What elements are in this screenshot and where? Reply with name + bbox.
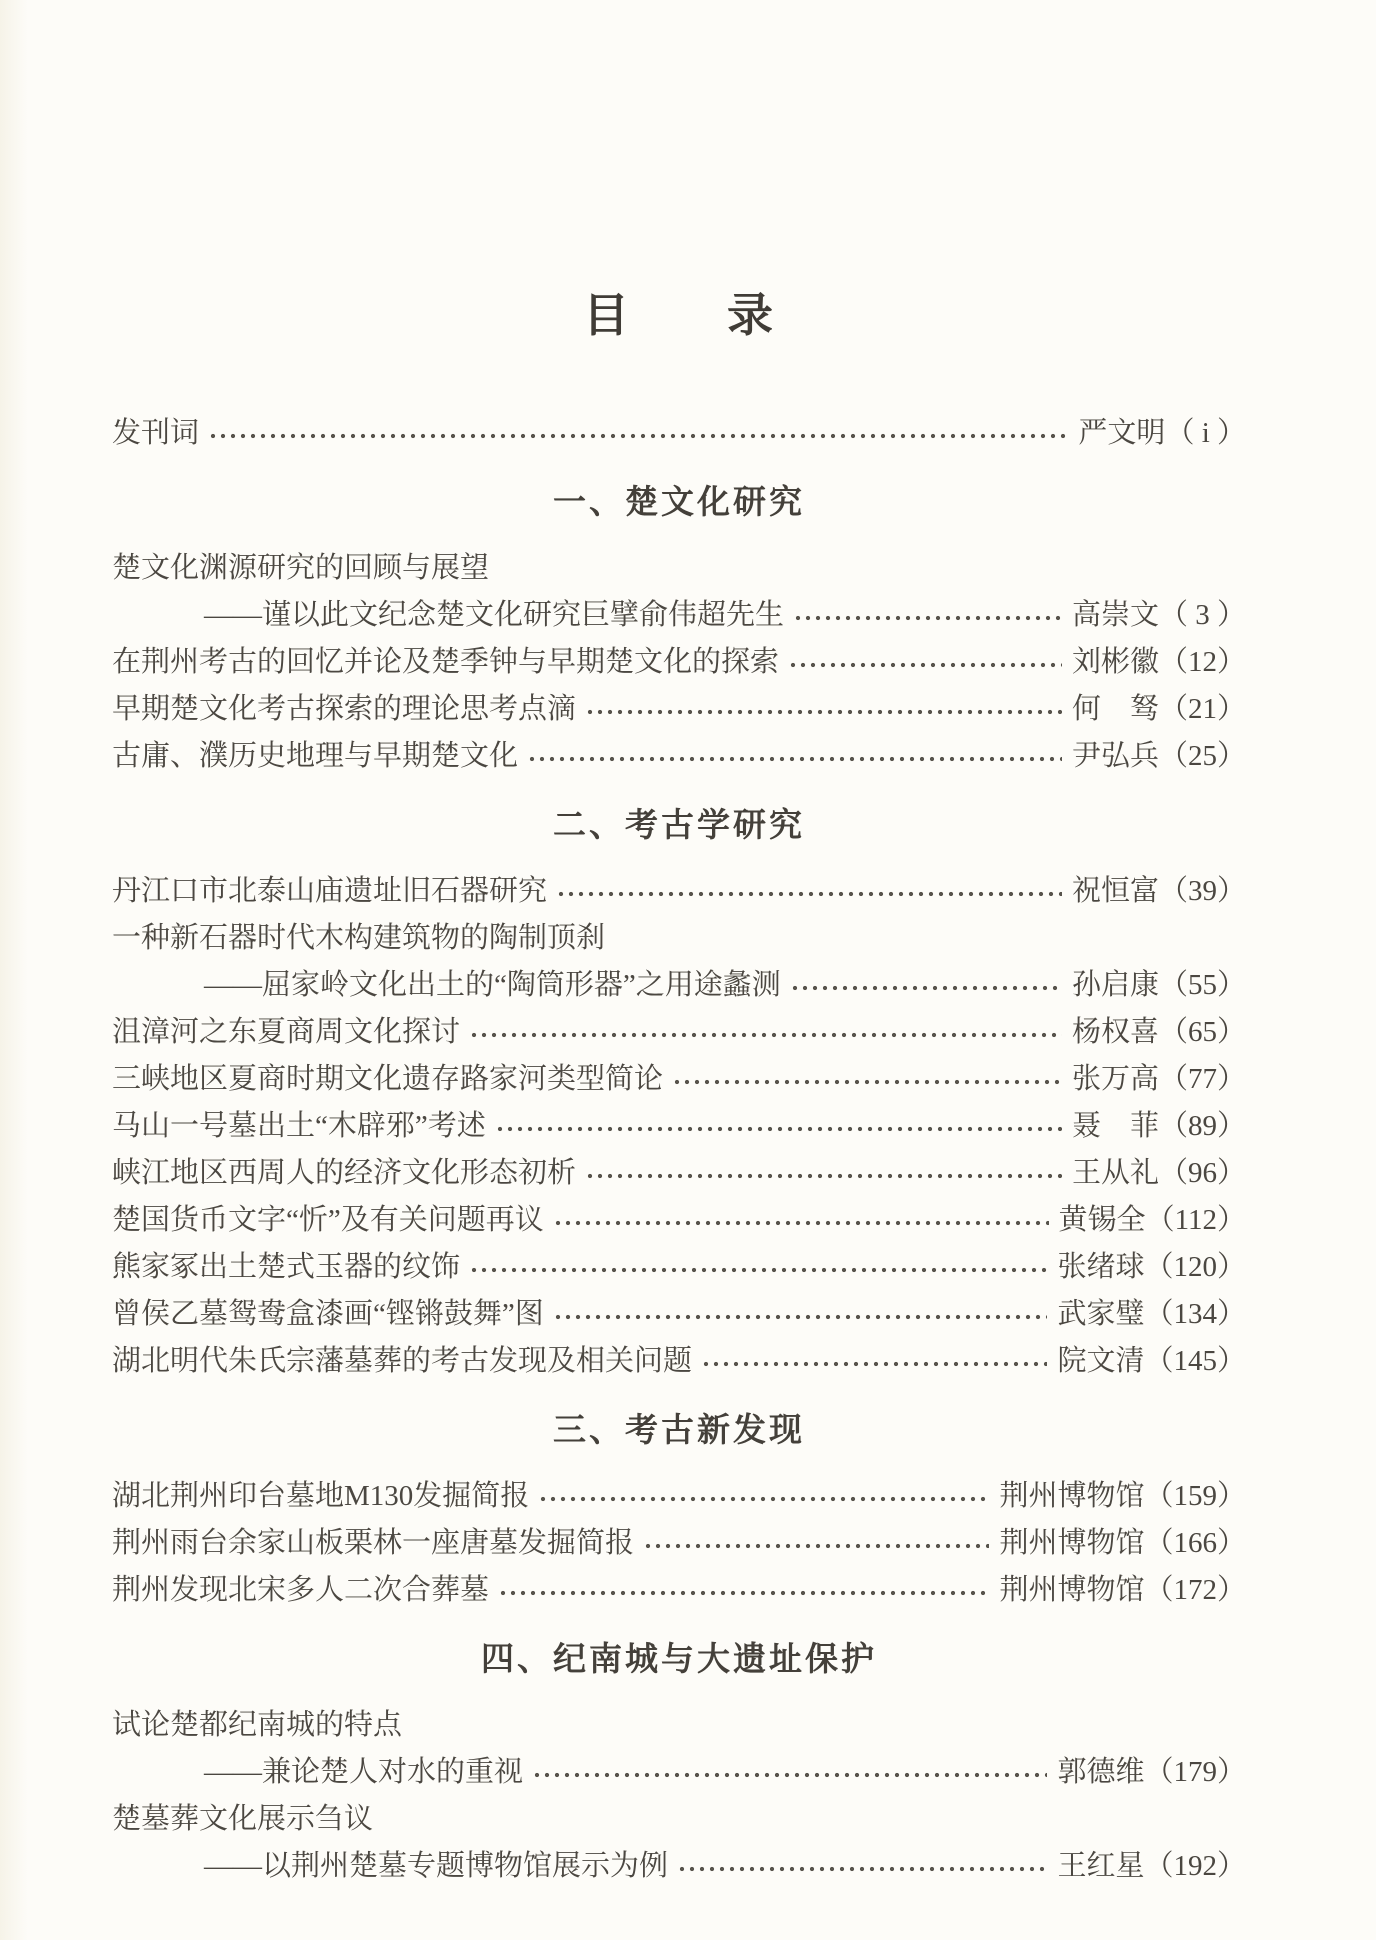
entry-title: 熊家冢出土楚式玉器的纹饰 (112, 1251, 461, 1283)
section-heading: 一、楚文化研究 (553, 483, 805, 520)
entry-author: 高崇文 (1071, 599, 1159, 631)
section-heading: 二、考古学研究 (553, 806, 805, 843)
entry-subtitle: ——谨以此文纪念楚文化研究巨擘俞伟超先生 (204, 599, 785, 631)
toc-entry (112, 1197, 1246, 1244)
entry-author: 杨权喜 (1071, 1016, 1159, 1048)
dot-leader (469, 1009, 1062, 1056)
entry-page: （179） (1144, 1756, 1246, 1788)
entry-title: 楚文化渊源研究的回顾与展望 (112, 552, 490, 584)
entry-page: （12） (1158, 646, 1246, 678)
entry-subtitle-row (112, 1749, 1246, 1796)
entry-subtitle: ——屈家岭文化出土的“陶筒形器”之用途蠡测 (204, 969, 781, 1001)
entry-author: 何 驽 (1071, 693, 1159, 725)
entry-subtitle: ——兼论楚人对水的重视 (204, 1756, 524, 1788)
entry-title-row (112, 545, 1246, 592)
entry-page: （96） (1158, 1157, 1246, 1189)
entry-title: 三峡地区夏商时期文化遗存路家河类型简论 (112, 1063, 664, 1095)
entry-title: 峡江地区西周人的经济文化形态初析 (112, 1157, 577, 1189)
entry-title: 丹江口市北泰山庙遗址旧石器研究 (112, 875, 548, 907)
entry-title: 湖北明代朱氏宗藩墓葬的考古发现及相关问题 (112, 1345, 693, 1377)
entry-author: 孙启康 (1071, 969, 1159, 1001)
toc-entry (112, 1520, 1246, 1567)
entry-page: （55） (1158, 969, 1246, 1001)
dot-leader (527, 733, 1062, 780)
entry-author: 荆州博物馆 (999, 1480, 1145, 1512)
dot-leader (793, 592, 1062, 639)
entry-title: 一种新石器时代木构建筑物的陶制顶刹 (112, 922, 606, 954)
toc-entry (112, 410, 1246, 457)
toc-entry (112, 1291, 1246, 1338)
entry-author: 荆州博物馆 (999, 1527, 1145, 1559)
toc-entry (112, 1150, 1246, 1197)
dot-leader (585, 686, 1062, 733)
entry-title-row (112, 1796, 1246, 1843)
entry-subtitle: ——以荆州楚墓专题博物馆展示为例 (204, 1850, 669, 1882)
entry-title: 荆州发现北宋多人二次合葬墓 (112, 1574, 490, 1606)
dot-leader (208, 410, 1068, 457)
entry-page: （89） (1158, 1110, 1246, 1142)
dot-leader (585, 1150, 1062, 1197)
toc-entry (112, 915, 1246, 1009)
entry-author: 尹弘兵 (1071, 740, 1159, 772)
toc-entry (112, 1702, 1246, 1796)
section-heading: 四、纪南城与大遗址保护 (481, 1640, 877, 1677)
dot-leader (469, 1244, 1047, 1291)
entry-author: 武家璧 (1057, 1298, 1145, 1330)
entry-author: 王从礼 (1071, 1157, 1159, 1189)
entry-author: 王红星 (1057, 1850, 1145, 1882)
dot-leader (677, 1843, 1047, 1890)
toc-entry (112, 1473, 1246, 1520)
entry-title: 马山一号墓出土“木辟邪”考述 (112, 1110, 486, 1142)
entry-page: （120） (1144, 1251, 1246, 1283)
entry-author: 郭德维 (1057, 1756, 1145, 1788)
entry-page: （166） (1144, 1527, 1246, 1559)
toc-entry (112, 1244, 1246, 1291)
entry-title: 荆州雨台余家山板栗林一座唐墓发掘简报 (112, 1527, 635, 1559)
toc-entry (112, 1796, 1246, 1890)
toc-entry (112, 1567, 1246, 1614)
entry-title: 曾侯乙墓鸳鸯盒漆画“铿锵鼓舞”图 (112, 1298, 544, 1330)
entry-title: 发刊词 (112, 417, 200, 449)
entry-page: （112） (1145, 1204, 1246, 1236)
entry-title-row (112, 915, 1246, 962)
section-heading: 三、考古新发现 (553, 1411, 805, 1448)
entry-page: （145） (1144, 1345, 1246, 1377)
entry-subtitle-row (112, 592, 1246, 639)
page-title: 目 录 (583, 290, 775, 341)
entry-page: （159） (1144, 1480, 1246, 1512)
toc-entry (112, 545, 1246, 639)
dot-leader (553, 1197, 1049, 1244)
dot-leader (672, 1056, 1062, 1103)
entry-page: （172） (1144, 1574, 1246, 1606)
entry-author: 院文清 (1057, 1345, 1145, 1377)
entry-author: 黄锡全 (1058, 1204, 1146, 1236)
entry-page: （ 3 ） (1158, 599, 1246, 631)
toc-entry (112, 1338, 1246, 1385)
entry-author: 祝恒富 (1071, 875, 1159, 907)
entry-page: （39） (1158, 875, 1246, 907)
dot-leader (532, 1749, 1047, 1796)
toc-entry (112, 733, 1246, 780)
dot-leader (790, 962, 1062, 1009)
toc-entry (112, 1009, 1246, 1056)
entry-author: 张万高 (1071, 1063, 1159, 1095)
entry-subtitle-row (112, 1843, 1246, 1890)
entry-page: （65） (1158, 1016, 1246, 1048)
dot-leader (556, 868, 1062, 915)
entry-title: 古庸、濮历史地理与早期楚文化 (112, 740, 519, 772)
toc-entry (112, 1103, 1246, 1150)
toc-entry (112, 1056, 1246, 1103)
entry-page: （ i ） (1165, 417, 1246, 449)
entry-author: 聂 菲 (1071, 1110, 1159, 1142)
dot-leader (495, 1103, 1062, 1150)
entry-title: 试论楚都纪南城的特点 (112, 1709, 403, 1741)
entry-page: （134） (1144, 1298, 1246, 1330)
dot-leader (498, 1567, 989, 1614)
entry-title: 湖北荆州印台墓地M130发掘简报 (112, 1480, 530, 1512)
toc-entry (112, 868, 1246, 915)
entry-subtitle-row (112, 962, 1246, 1009)
dot-leader (643, 1520, 989, 1567)
entry-page: （192） (1144, 1850, 1246, 1882)
dot-leader (538, 1473, 989, 1520)
entry-title: 楚国货币文字“忻”及有关问题再议 (112, 1204, 544, 1236)
dot-leader (788, 639, 1062, 686)
entry-title: 在荆州考古的回忆并论及楚季钟与早期楚文化的探索 (112, 646, 780, 678)
entry-page: （21） (1158, 693, 1246, 725)
entry-title: 沮漳河之东夏商周文化探讨 (112, 1016, 461, 1048)
dot-leader (553, 1291, 1048, 1338)
entry-page: （25） (1158, 740, 1246, 772)
entry-author: 荆州博物馆 (999, 1574, 1145, 1606)
toc-entry (112, 639, 1246, 686)
toc-entry (112, 686, 1246, 733)
entry-page: （77） (1158, 1063, 1246, 1095)
entry-author: 刘彬徽 (1071, 646, 1159, 678)
entry-title: 早期楚文化考古探索的理论思考点滴 (112, 693, 577, 725)
entry-author: 严文明 (1078, 417, 1166, 449)
entry-title-row (112, 1702, 1246, 1749)
dot-leader (701, 1338, 1047, 1385)
entry-author: 张绪球 (1057, 1251, 1145, 1283)
entry-title: 楚墓葬文化展示刍议 (112, 1803, 374, 1835)
